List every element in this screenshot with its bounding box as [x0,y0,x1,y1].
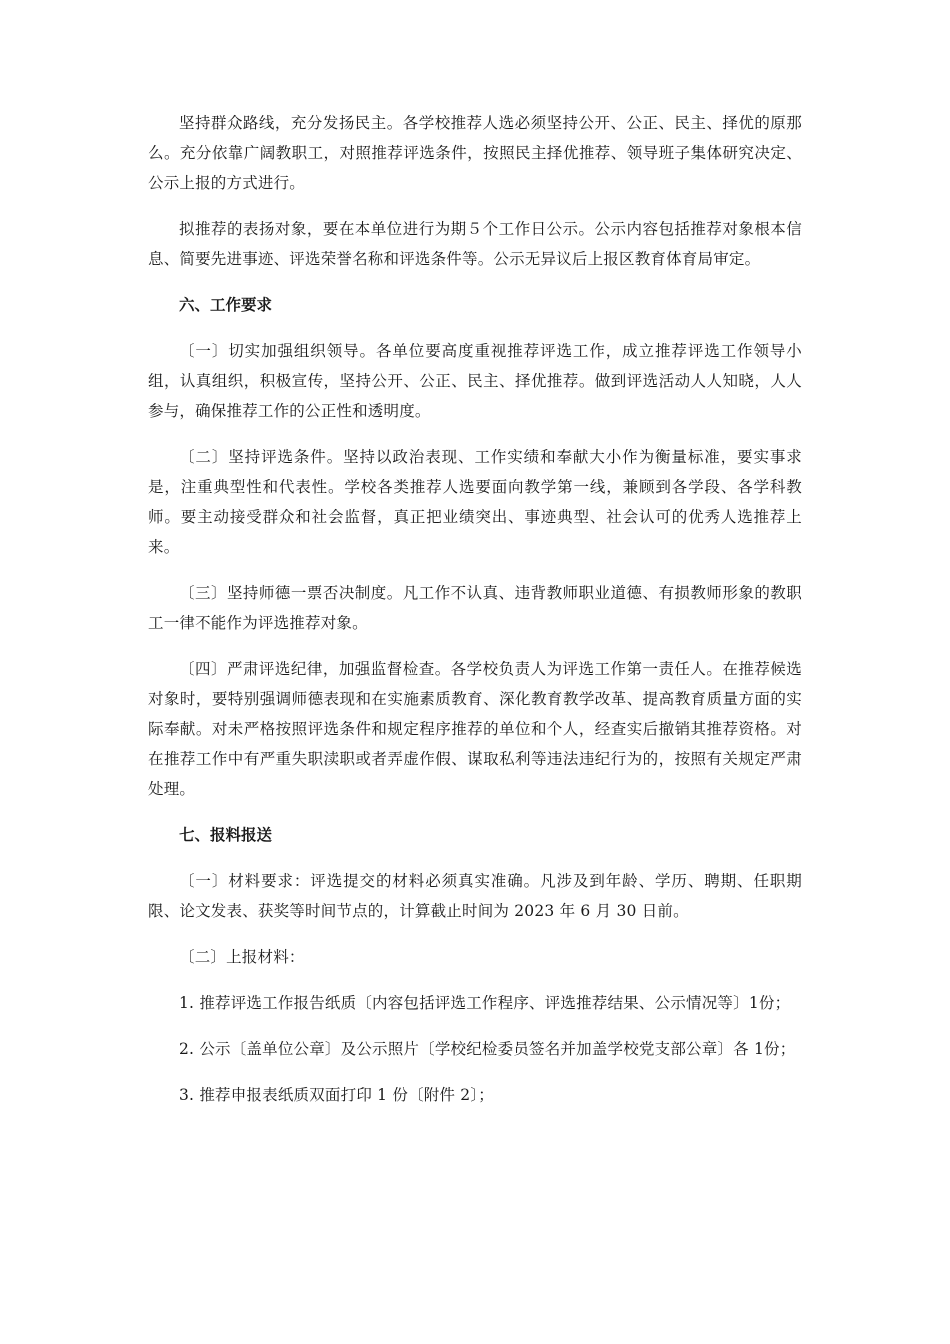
section-7-heading: 七、报料报送 [179,825,273,844]
section-6-item-2: 〔二〕坚持评选条件。坚持以政治表现、工作实绩和奉献大小作为衡量标准，要实事求是，注重典型性和代表性。学校各类推荐人选要面向教学第一线，兼顾到各学段、各学科教师。要主动接受群众和社会监督，真正把业绩突出、事迹典型、社会认可的优秀人选推荐上来。 [148,448,802,556]
section-7-item-1: 〔一〕材料要求：评选提交的材料必须真实准确。凡涉及到年龄、学历、聘期、任职期限、论文发表、获奖等时间节点的，计算截止时间为 2023 年 6 月 30 日前。 [148,872,802,920]
section-7-list-item-3: 3. 推荐申报表纸质双面打印 1 份〔附件 2〕； [179,1086,494,1104]
section-7-list-item-1: 1. 推荐评选工作报告纸质〔内容包括评选工作程序、评选推荐结果、公示情况等〕1份； [179,994,791,1012]
section-7-list-item-2: 2. 公示〔盖单位公章〕及公示照片〔学校纪检委员签名并加盖学校党支部公章〕各 1份； [179,1040,796,1058]
document-page [148,108,802,1126]
paragraph-mass-line: 坚持群众路线，充分发扬民主。各学校推荐人选必须坚持公开、公正、民主、择优的原那么。充分依靠广阔教职工，对照推荐评选条件，按照民主择优推荐、领导班子集体研究决定、公示上报的方式进行。 [148,114,802,192]
section-6-item-3: 〔三〕坚持师德一票否决制度。凡工作不认真、违背教师职业道德、有损教师形象的教职工一律不能作为评选推荐对象。 [148,584,802,632]
paragraph-publicity: 拟推荐的表扬对象，要在本单位进行为期５个工作日公示。公示内容包括推荐对象根本信息、简要先进事迹、评选荣誉名称和评选条件等。公示无异议后上报区教育体育局审定。 [148,220,802,268]
section-6-item-1: 〔一〕切实加强组织领导。各单位要高度重视推荐评选工作，成立推荐评选工作领导小组，认真组织，积极宣传，坚持公开、公正、民主、择优推荐。做到评选活动人人知晓，人人参与，确保推荐工作的公正性和透明度。 [148,342,802,420]
section-7-item-2: 〔二〕上报材料： [179,948,305,966]
section-6-item-4: 〔四〕严肃评选纪律，加强监督检查。各学校负责人为评选工作第一责任人。在推荐候选对象时，要特别强调师德表现和在实施素质教育、深化教育教学改革、提高教育质量方面的实际奉献。对未严格按照评选条件和规定程序推荐的单位和个人，经查实后撤销其推荐资格。对在推荐工作中有严重失职渎职或者弄虚作假、谋取私利等违法违纪行为的，按照有关规定严肃处理。 [148,660,802,798]
section-6-heading: 六、工作要求 [179,295,273,314]
